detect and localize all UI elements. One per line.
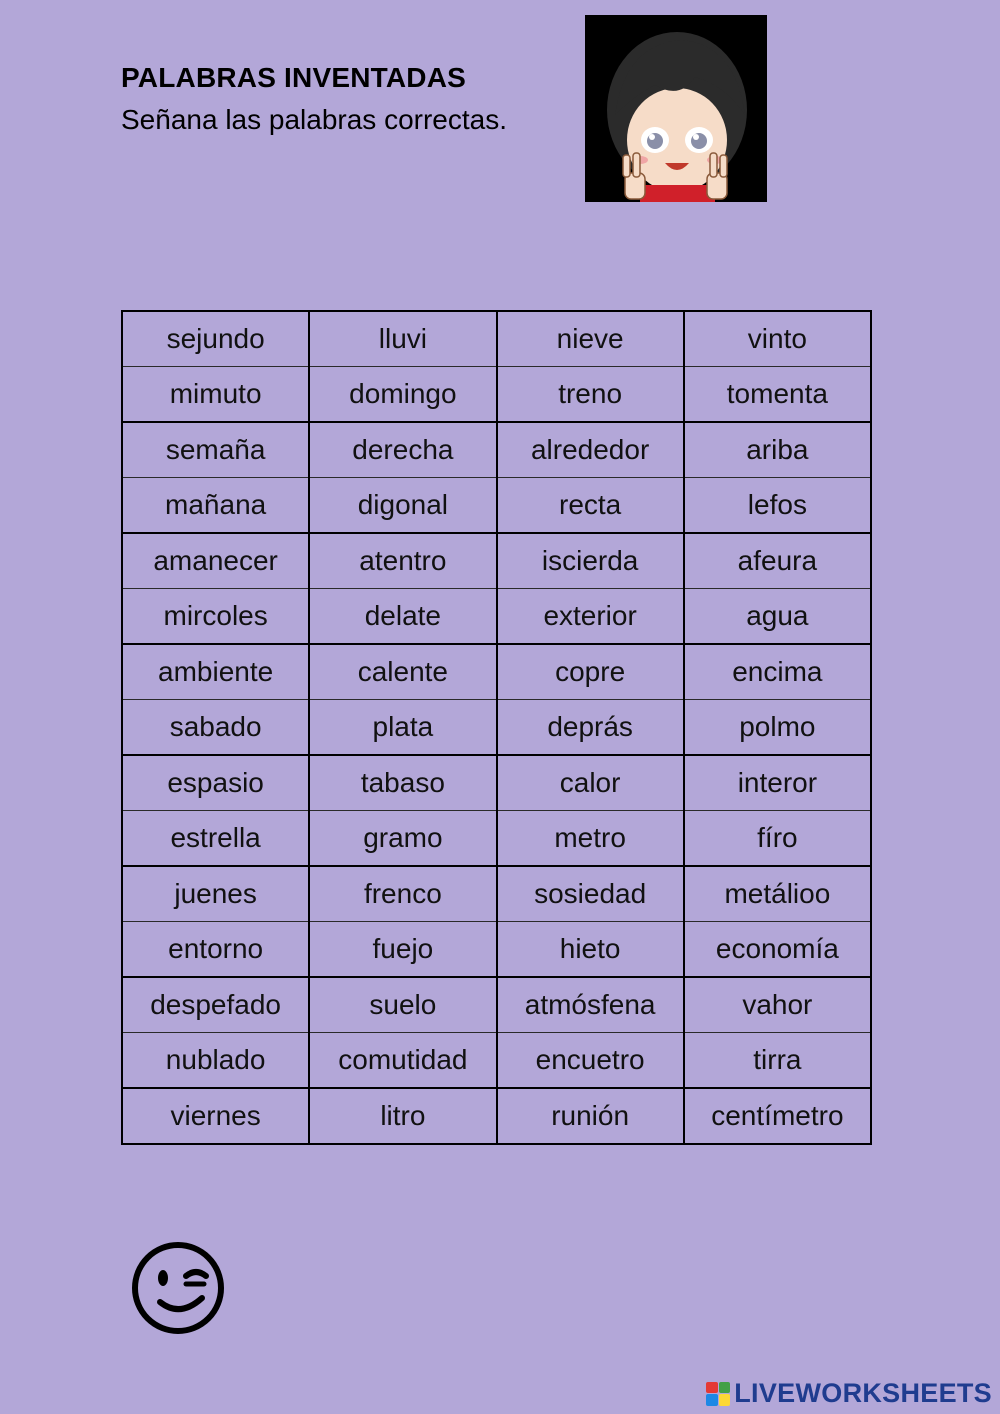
word-cell[interactable]: lefos (684, 478, 871, 534)
word-cell[interactable]: fuejo (309, 922, 496, 978)
word-cell[interactable]: hieto (497, 922, 684, 978)
word-cell[interactable]: ambiente (122, 644, 309, 700)
word-cell[interactable]: comutidad (309, 1033, 496, 1089)
table-row (122, 977, 871, 1033)
word-cell[interactable]: juenes (122, 866, 309, 922)
word-cell[interactable]: litro (309, 1088, 496, 1144)
table-row (122, 533, 871, 589)
word-cell[interactable]: vinto (684, 311, 871, 367)
word-cell[interactable]: despefado (122, 977, 309, 1033)
word-cell[interactable]: sosiedad (497, 866, 684, 922)
table-row (122, 811, 871, 867)
word-cell[interactable]: interor (684, 755, 871, 811)
table-row (122, 589, 871, 645)
table-row (122, 1033, 871, 1089)
winking-face-icon (130, 1240, 226, 1336)
word-cell[interactable]: tabaso (309, 755, 496, 811)
liveworksheets-brand[interactable] (706, 1378, 992, 1409)
table-row (122, 700, 871, 756)
word-cell[interactable]: mircoles (122, 589, 309, 645)
word-cell[interactable]: treno (497, 367, 684, 423)
table-row (122, 644, 871, 700)
word-cell[interactable]: entorno (122, 922, 309, 978)
word-cell[interactable]: frenco (309, 866, 496, 922)
word-cell[interactable]: atmósfena (497, 977, 684, 1033)
word-cell[interactable]: gramo (309, 811, 496, 867)
table-row (122, 478, 871, 534)
word-cell[interactable]: polmo (684, 700, 871, 756)
table-row (122, 422, 871, 478)
word-cell[interactable]: plata (309, 700, 496, 756)
word-cell[interactable]: centímetro (684, 1088, 871, 1144)
word-cell[interactable]: nublado (122, 1033, 309, 1089)
table-row (122, 367, 871, 423)
cartoon-girl-peace-sign-icon (585, 15, 767, 202)
word-cell[interactable]: copre (497, 644, 684, 700)
word-cell[interactable]: ariba (684, 422, 871, 478)
word-cell[interactable]: recta (497, 478, 684, 534)
word-cell[interactable]: runión (497, 1088, 684, 1144)
word-cell[interactable]: amanecer (122, 533, 309, 589)
table-row (122, 311, 871, 367)
word-table (121, 310, 872, 1145)
word-cell[interactable]: agua (684, 589, 871, 645)
word-cell[interactable]: nieve (497, 311, 684, 367)
word-cell[interactable]: digonal (309, 478, 496, 534)
word-cell[interactable]: calor (497, 755, 684, 811)
table-row (122, 866, 871, 922)
word-cell[interactable]: estrella (122, 811, 309, 867)
word-cell[interactable]: metálioo (684, 866, 871, 922)
word-cell[interactable]: derecha (309, 422, 496, 478)
word-cell[interactable]: atentro (309, 533, 496, 589)
word-cell[interactable]: sejundo (122, 311, 309, 367)
word-cell[interactable]: metro (497, 811, 684, 867)
table-row (122, 755, 871, 811)
word-cell[interactable]: economía (684, 922, 871, 978)
word-cell[interactable]: afeura (684, 533, 871, 589)
word-cell[interactable]: viernes (122, 1088, 309, 1144)
word-cell[interactable]: sabado (122, 700, 309, 756)
page-title: PALABRAS INVENTADAS (121, 62, 466, 93)
word-cell[interactable]: suelo (309, 977, 496, 1033)
word-cell[interactable]: domingo (309, 367, 496, 423)
word-cell[interactable]: semaña (122, 422, 309, 478)
word-cell[interactable]: iscierda (497, 533, 684, 589)
word-cell[interactable]: mañana (122, 478, 309, 534)
word-cell[interactable]: tirra (684, 1033, 871, 1089)
word-cell[interactable]: encuetro (497, 1033, 684, 1089)
word-cell[interactable]: tomenta (684, 367, 871, 423)
word-cell[interactable]: mimuto (122, 367, 309, 423)
table-row (122, 922, 871, 978)
word-cell[interactable]: fíro (684, 811, 871, 867)
word-cell[interactable]: exterior (497, 589, 684, 645)
word-cell[interactable]: delate (309, 589, 496, 645)
word-cell[interactable]: vahor (684, 977, 871, 1033)
word-cell[interactable]: lluvi (309, 311, 496, 367)
liveworksheets-logo-icon (706, 1382, 730, 1406)
table-row (122, 1088, 871, 1144)
word-cell[interactable]: alrededor (497, 422, 684, 478)
word-cell[interactable]: encima (684, 644, 871, 700)
page-subtitle: Señana las palabras correctas. (121, 104, 507, 135)
word-cell[interactable]: espasio (122, 755, 309, 811)
word-cell[interactable]: deprás (497, 700, 684, 756)
brand-name: LIVEWORKSHEETS (734, 1378, 992, 1408)
word-cell[interactable]: calente (309, 644, 496, 700)
